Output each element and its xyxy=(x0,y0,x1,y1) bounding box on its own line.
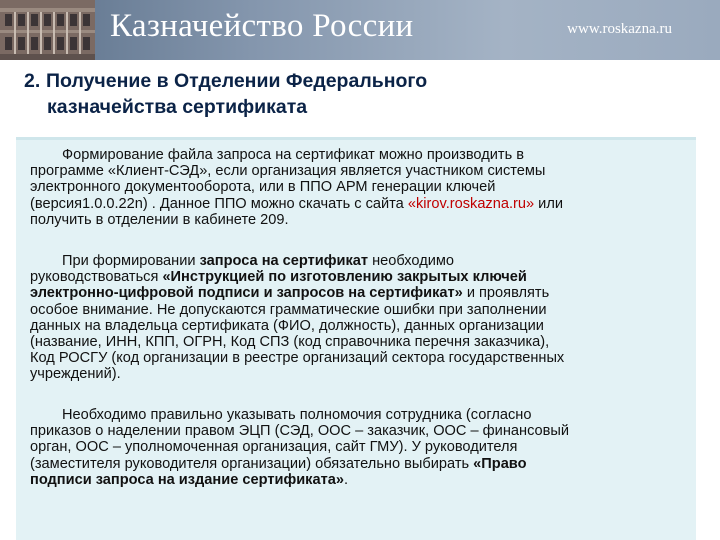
panel-top-stripe xyxy=(16,137,696,140)
text-line: электронного документооборота, или в ППО АРМ генерации ключей xyxy=(30,179,496,196)
text-bold: «Право xyxy=(473,455,527,472)
text-fragment: (версия1.0.0.22n) . Данное ППО можно скачать с сайта xyxy=(30,195,408,212)
text-line xyxy=(30,285,685,301)
text-bold: подписи запроса на издание сертификата» xyxy=(30,471,344,488)
text-fragment: При формировании xyxy=(62,253,200,269)
slide-number: 2. xyxy=(24,70,41,92)
text-line: данных на владельца сертификата (ФИО, должность), данных организации xyxy=(30,317,544,334)
text-line: программе «Клиент-СЭД», если организация является участником системы xyxy=(30,163,546,180)
treasury-building-image xyxy=(0,0,95,60)
slide-title-line-1: Получение в Отделении Федерального xyxy=(46,70,428,92)
kirov-site-link[interactable]: «kirov.roskazna.ru» xyxy=(407,195,535,212)
text-bold: «Инструкцией по изготовлению закрытых ключей xyxy=(162,269,527,286)
text-bold: электронно-цифровой подписи и запросов на сертификат» xyxy=(30,285,463,302)
text-bold: запроса на сертификат xyxy=(199,253,369,269)
header-banner xyxy=(0,0,720,60)
slide-title-line-2: казначейства сертификата xyxy=(47,96,308,118)
text-fragment: (заместителя руководителя организации) обязательно выбирать xyxy=(30,455,474,472)
slide-title xyxy=(24,68,694,120)
site-title: Казначейство России xyxy=(110,8,414,44)
text-line: получить в отделении в кабинете 209. xyxy=(30,211,289,228)
text-line xyxy=(30,269,685,285)
text-fragment: . xyxy=(344,471,349,488)
text-line xyxy=(30,196,685,212)
text-line: Формирование файла запроса на сертификат можно производить в xyxy=(62,147,524,163)
text-fragment: или xyxy=(534,195,563,212)
text-fragment: и проявлять xyxy=(462,285,550,302)
paragraph-request-file xyxy=(30,147,685,228)
site-url[interactable]: www.roskazna.ru xyxy=(567,21,672,37)
text-line: особое внимание. Не допускаются грамматические ошибки при заполнении xyxy=(30,301,547,318)
text-line xyxy=(30,456,685,472)
text-line: приказов о наделении правом ЭЦП (СЭД, ООС – заказчик, ООС – финансовый xyxy=(30,423,570,440)
text-line: учреждений). xyxy=(30,366,121,383)
paragraph-instruction xyxy=(30,253,685,383)
text-line xyxy=(30,472,685,488)
text-line: (название, ИНН, КПП, ОГРН, Код СПЗ (код справочника перечня заказчика), xyxy=(30,334,550,351)
text-fragment: руководствоваться xyxy=(30,269,163,286)
text-line xyxy=(30,253,685,269)
text-line: Необходимо правильно указывать полномочия сотрудника (согласно xyxy=(62,407,532,423)
paragraph-authority xyxy=(30,407,685,488)
text-line: Код РОСГУ (код организации в реестре организаций сектора государственных xyxy=(30,350,565,367)
text-line: орган, ООС – уполномоченная организация, сайт ГМУ). У руководителя xyxy=(30,439,518,456)
text-fragment: необходимо xyxy=(368,253,455,269)
